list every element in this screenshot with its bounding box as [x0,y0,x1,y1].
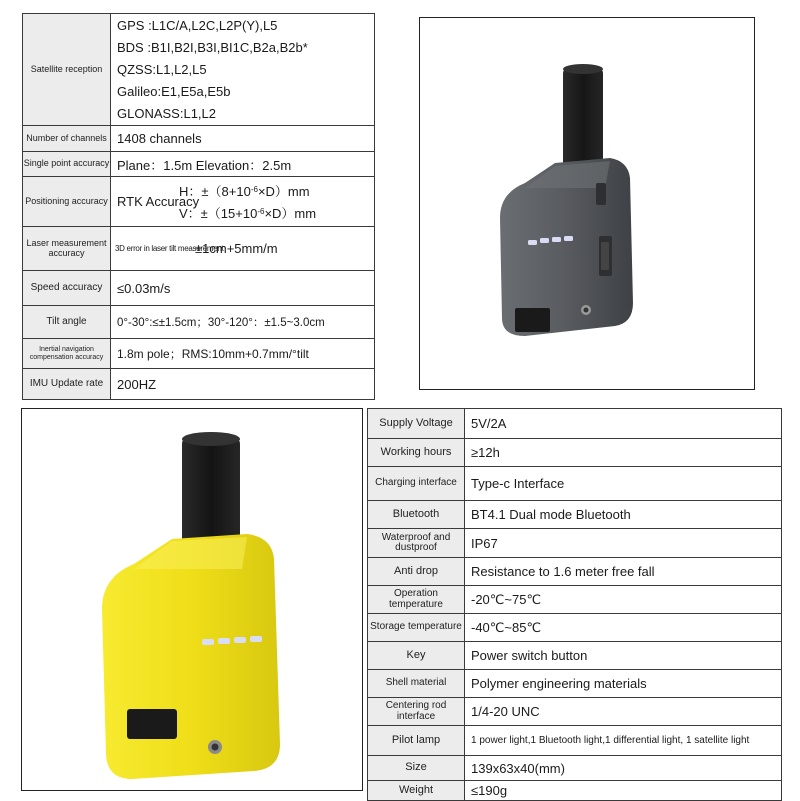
spec-label: Size [368,756,465,781]
gray-receiver-illustration [420,18,754,389]
laser-note: 3D error in laser tilt measurement [115,244,224,253]
spec-label: Charging interface [368,467,465,501]
table-row [23,126,375,152]
table-row [368,698,782,726]
table-row [23,227,375,271]
imu-label: IMU Update rate [23,369,111,400]
table-row [23,369,375,400]
spec-label: Supply Voltage [368,409,465,439]
table-row [368,670,782,698]
table-row [23,271,375,306]
spec-value: Resistance to 1.6 meter free fall [465,558,782,586]
spec-label: Storage temperature [368,614,465,642]
single-point-label: Single point accuracy [23,152,111,177]
spec-value: 139x63x40(mm) [465,756,782,781]
spec-label: Working hours [368,439,465,467]
qzss-bands: QZSS:L1,L2,L5 [117,61,207,77]
spec-value: 5V/2A [465,409,782,439]
table-row [368,614,782,642]
yellow-receiver-illustration [22,409,362,790]
spec-label: Operation temperature [368,586,465,614]
spec-value: Power switch button [465,642,782,670]
gray-device-photo [419,17,755,390]
glonass-bands: GLONASS:L1,L2 [117,105,216,121]
table-row [23,177,375,227]
spec-value: BT4.1 Dual mode Bluetooth [465,501,782,529]
table-row [368,726,782,756]
spec-value: Polymer engineering materials [465,670,782,698]
table-row [368,501,782,529]
channels-value: 1408 channels [111,126,375,152]
speed-label: Speed accuracy [23,271,111,306]
single-point-value: Plane：1.5m Elevation：2.5m [111,152,375,177]
spec-label: Waterproof and dustproof [368,529,465,558]
spec-label: Centering rod interface [368,698,465,726]
spec-label: Shell material [368,670,465,698]
spec-value: ≥12h [465,439,782,467]
table-row [23,152,375,177]
spec-value: IP67 [465,529,782,558]
spec-value: -20℃~75℃ [465,586,782,614]
laser-label: Laser measurement accuracy [23,227,111,271]
spec-value: Type-c Interface [465,467,782,501]
inertial-value: 1.8m pole；RMS:10mm+0.7mm/°tilt [111,339,375,369]
spec-label: Pilot lamp [368,726,465,756]
yellow-device-photo [21,408,363,791]
table-row [23,339,375,369]
vertical-accuracy: V：$\pm(15+10^{-6}\times D)mm$ [179,205,317,221]
spec-label: Key [368,642,465,670]
table-row [368,642,782,670]
speed-value: ≤0.03m/s [111,271,375,306]
table-row [368,467,782,501]
table-row [368,586,782,614]
table-row [368,439,782,467]
galileo-bands: Galileo:E1,E5a,E5b [117,83,231,99]
table-row [368,756,782,781]
table-row [368,529,782,558]
spec-label: Bluetooth [368,501,465,529]
tilt-value: 0°-30°:≤±1.5cm；30°-120°：±1.5~3.0cm [111,306,375,339]
table-row [23,306,375,339]
laser-value-cell [111,227,375,271]
tilt-label: Tilt angle [23,306,111,339]
rtk-accuracy-label: RTK Accuracy [117,194,200,209]
gnss-spec-table [22,13,375,400]
imu-value: 200HZ [111,369,375,400]
table-row [23,14,375,126]
spec-label: Weight [368,781,465,801]
spec-value: 1/4-20 UNC [465,698,782,726]
spec-value: 1 power light,1 Bluetooth light,1 differential light, 1 satellite light [465,726,782,756]
spec-value: -40℃~85℃ [465,614,782,642]
table-row [368,409,782,439]
horizontal-accuracy: H：$\pm(8+10^{-6}\times D)mm$ [179,183,310,199]
positioning-value [111,177,375,227]
satellite-reception-label: Satellite reception [23,14,111,126]
gps-bands: GPS :L1C/A,L2C,L2P(Y),L5 [117,17,278,33]
hardware-spec-table [367,408,782,801]
spec-value: ≤190g [465,781,782,801]
table-row [368,558,782,586]
bds-bands: BDS :B1I,B2I,B3I,BI1C,B2a,B2b* [117,39,308,55]
laser-value: ±1cm+5mm/m [195,241,278,256]
spec-label: Anti drop [368,558,465,586]
satellite-reception-value [111,14,375,126]
table-row [368,781,782,801]
positioning-label: Positioning accuracy [23,177,111,227]
inertial-label: Inertial navigation compensation accuracy [23,339,111,369]
channels-label: Number of channels [23,126,111,152]
